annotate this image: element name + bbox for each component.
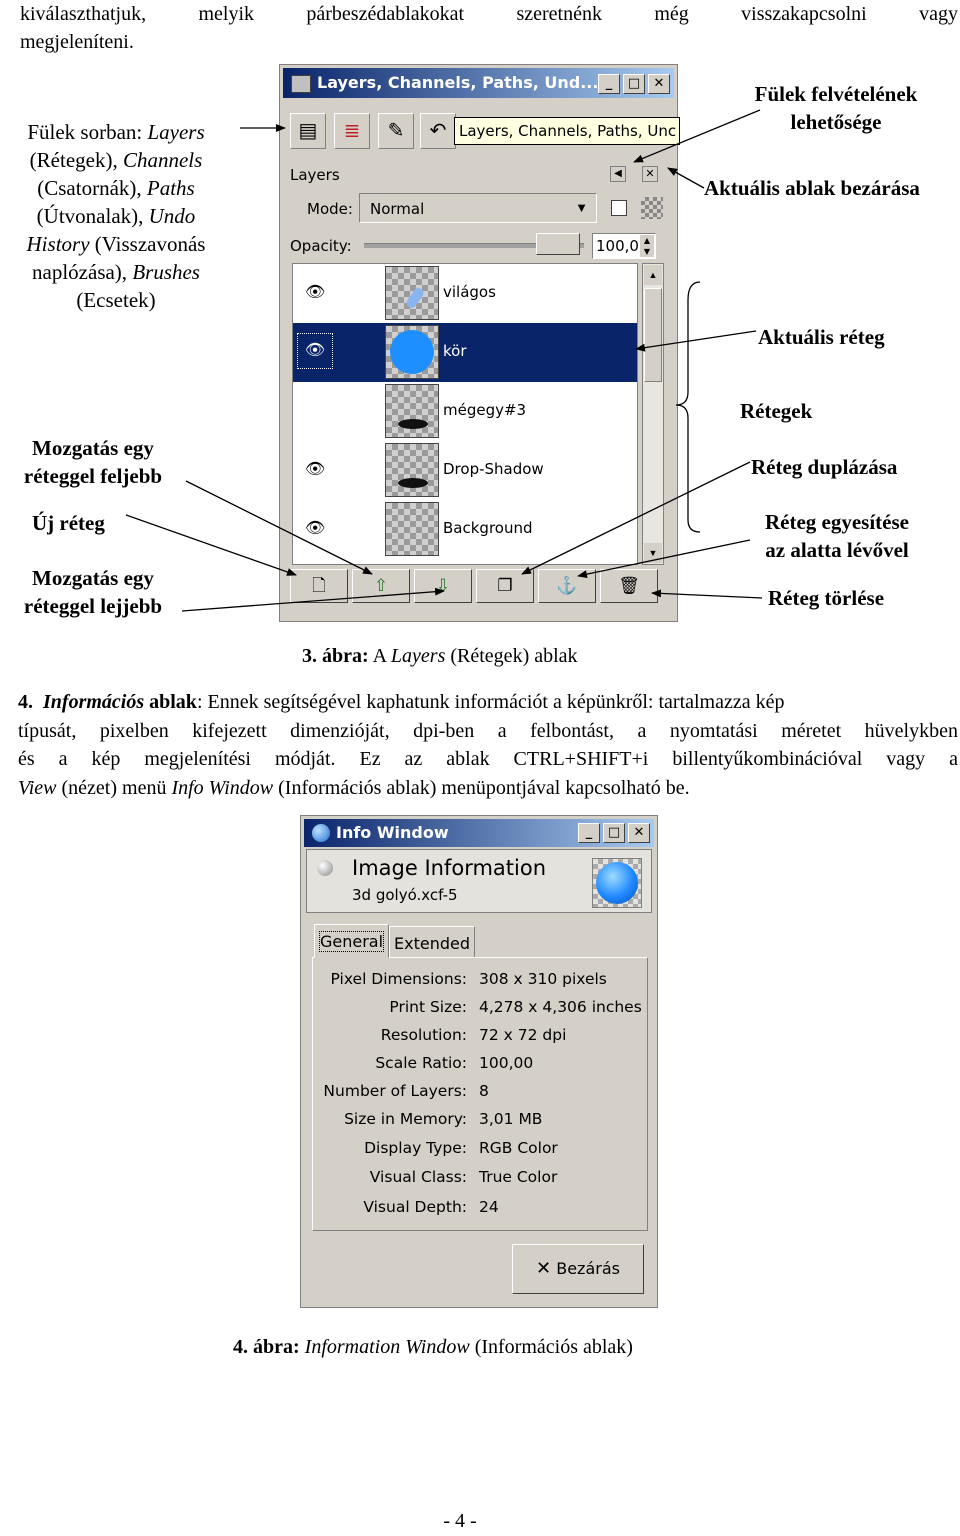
layer-row[interactable]: [293, 264, 637, 323]
info-row-display-type: [313, 1139, 649, 1167]
layer-row-selected[interactable]: [293, 323, 637, 382]
layers-window-title: Layers, Channels, Paths, Und...: [317, 73, 599, 92]
layer-row[interactable]: [293, 441, 637, 500]
tabs-intro: Fülek sorban:: [27, 120, 143, 144]
info-row-visual-depth: [313, 1198, 649, 1226]
shadow-shape-icon: [398, 478, 428, 488]
info-row-scale-ratio: [313, 1054, 649, 1082]
section-number: 4.: [18, 691, 33, 713]
caption-italic: Layers: [390, 645, 446, 667]
layer-name: Background: [443, 519, 533, 537]
close-button[interactable]: ✕: [628, 823, 650, 843]
tab-translation: (Ecsetek): [76, 288, 156, 312]
opacity-value: 100,0: [596, 237, 639, 255]
section-4-line-4: [18, 774, 958, 803]
section-term: Információs: [43, 691, 145, 713]
info-row-print-size: [313, 998, 649, 1026]
panel-title: Layers: [290, 166, 340, 184]
add-tabs-line-2: lehetősége: [790, 110, 882, 134]
info-row-visual-class: [313, 1168, 649, 1196]
info-value: 24: [479, 1198, 499, 1216]
layer-row[interactable]: [293, 382, 637, 441]
tab-channels-icon[interactable]: ≣: [334, 113, 370, 149]
eye-icon[interactable]: 👁: [305, 461, 326, 478]
section-term-2: ablak: [144, 691, 197, 713]
info-value: 8: [479, 1082, 489, 1100]
duplicate-layer-button[interactable]: ❐: [476, 569, 534, 603]
move-up-line-2: réteggel feljebb: [23, 464, 163, 488]
scroll-thumb[interactable]: [644, 288, 662, 382]
raise-layer-button[interactable]: ⇧: [352, 569, 410, 603]
figure-3-caption: [302, 642, 578, 671]
caption-text: (Információs ablak): [469, 1336, 633, 1358]
duplicate-annotation: Réteg duplázása: [751, 455, 898, 479]
maximize-button[interactable]: □: [623, 74, 645, 94]
opacity-slider-handle[interactable]: [536, 233, 580, 255]
tab-general-label: General: [320, 932, 384, 951]
image-preview-icon: [592, 858, 642, 908]
info-label: Scale Ratio:: [375, 1054, 467, 1072]
add-tabs-line-1: Fülek felvételének: [754, 82, 918, 106]
section-4-line-3: és a kép megjelenítési módját. Ez az ablak CTRL+SHIFT+i billentyűkombinációval vagy a: [18, 748, 958, 770]
info-value: 3,01 MB: [479, 1110, 543, 1128]
close-window-annotation: Aktuális ablak bezárása: [704, 176, 920, 200]
tab-menu-icon[interactable]: ◀: [610, 166, 626, 182]
merge-annotation: [740, 508, 934, 564]
tab-translation: naplózása),: [32, 260, 133, 284]
info-row-number-of-layers: [313, 1082, 649, 1110]
section-text: : Ennek segítségével kaphatunk információt a képünkről: tartalmazza kép: [196, 691, 785, 713]
tab-translation: (Rétegek),: [29, 148, 123, 172]
layer-thumbnail: [385, 266, 439, 320]
move-down-line-1: Mozgatás egy: [32, 566, 154, 590]
layer-name: mégegy#3: [443, 401, 527, 419]
info-window-title: Info Window: [336, 823, 449, 842]
close-button[interactable]: ✕: [648, 74, 670, 94]
move-down-annotation: [0, 564, 186, 620]
layer-thumbnail: [385, 384, 439, 438]
blue-sphere-icon: [596, 862, 638, 904]
figure-number: 4. ábra:: [233, 1336, 300, 1358]
info-value: RGB Color: [479, 1139, 558, 1157]
info-bulb-icon: [317, 860, 333, 876]
info-row-resolution: [313, 1026, 649, 1054]
section-4-line-1: [18, 688, 958, 717]
menu-item-name: Info Window: [171, 776, 274, 799]
info-label: Resolution:: [380, 1026, 467, 1044]
info-header-subtitle: 3d golyó.xcf-5: [352, 886, 458, 904]
layer-name: kör: [443, 342, 467, 360]
shadow-shape-icon: [398, 419, 428, 429]
tab-layers-icon[interactable]: ▤: [290, 113, 326, 149]
info-header: [306, 849, 652, 913]
minimize-button[interactable]: _: [598, 74, 620, 94]
delete-annotation: Réteg törlése: [768, 586, 885, 610]
info-row-pixel-dimensions: [313, 970, 649, 998]
info-label: Display Type:: [364, 1139, 467, 1157]
mode-value: Normal: [370, 200, 425, 218]
transparency-icon: [641, 197, 663, 219]
scroll-up-icon[interactable]: ▲: [644, 265, 662, 285]
tab-extended[interactable]: [389, 926, 475, 958]
opacity-spinner[interactable]: [592, 233, 656, 259]
opacity-label: Opacity:: [290, 237, 352, 255]
lower-layer-button[interactable]: ⇩: [414, 569, 472, 603]
tab-translation: (Útvonalak),: [36, 204, 149, 228]
tab-name: Channels: [122, 148, 203, 172]
tab-name: Layers: [147, 120, 205, 144]
layer-thumbnail: [385, 443, 439, 497]
tab-tooltip: Layers, Channels, Paths, Unc: [454, 117, 680, 145]
layer-row[interactable]: [293, 500, 637, 559]
add-tabs-annotation: [716, 80, 956, 136]
section-4-line-2: típusát, pixelben kifejezett dimenzióját, dpi-ben a felbontást, a nyomtatási méretet hüvelykben: [18, 719, 958, 742]
move-up-annotation: [0, 434, 186, 490]
caption-italic: Information Window: [304, 1336, 470, 1358]
caption-text: A: [368, 645, 391, 667]
app-icon: [291, 75, 311, 93]
intro-word: kiválaszthatjuk,: [20, 3, 147, 25]
layer-thumbnail: [385, 325, 439, 379]
tab-paths-icon[interactable]: ✎: [378, 113, 414, 149]
tabs-annotation: [0, 118, 232, 314]
intro-word: visszakapcsolni: [741, 3, 867, 25]
info-value: 72 x 72 dpi: [479, 1026, 567, 1044]
page-number: - 4 -: [443, 1510, 477, 1532]
info-label: Print Size:: [389, 998, 467, 1016]
figure-4-caption: [233, 1333, 633, 1362]
close-info-label: Bezárás: [556, 1259, 620, 1278]
layer-thumbnail: [385, 502, 439, 556]
info-label: Number of Layers:: [323, 1082, 467, 1100]
close-x-icon: ✕: [536, 1258, 552, 1279]
info-value: True Color: [479, 1168, 558, 1186]
caption-text: (Rétegek) ablak: [445, 645, 578, 667]
info-value: 100,00: [479, 1054, 534, 1072]
eye-icon[interactable]: 👁: [305, 520, 326, 537]
layers-titlebar: [283, 68, 674, 98]
info-row-size-in-memory: [313, 1110, 649, 1138]
layer-name: világos: [443, 283, 496, 301]
info-label: Visual Depth:: [363, 1198, 467, 1216]
info-titlebar: [304, 819, 654, 847]
keep-transparency-checkbox[interactable]: [611, 200, 627, 216]
eye-icon[interactable]: 👁: [297, 333, 333, 369]
intro-word: szeretnénk: [516, 3, 602, 25]
scroll-down-icon[interactable]: ▼: [644, 543, 662, 563]
new-layer-annotation: Új réteg: [32, 511, 105, 535]
mode-select[interactable]: [359, 193, 597, 223]
globe-icon: [312, 824, 330, 842]
layers-window: [279, 64, 678, 622]
layer-list-scrollbar[interactable]: [642, 263, 664, 565]
merge-line-2: az alatta lévővel: [765, 538, 909, 562]
new-layer-button[interactable]: 🗋: [290, 569, 348, 603]
menu-name: View: [18, 776, 57, 799]
layers-brace: [676, 282, 700, 532]
delete-layer-button[interactable]: 🗑: [600, 569, 658, 603]
intro-line-2: megjeleníteni.: [20, 31, 134, 53]
tab-extended-label: Extended: [394, 934, 470, 953]
current-layer-annotation: Aktuális réteg: [758, 325, 885, 349]
chevron-down-icon: ▼: [575, 200, 588, 215]
tab-name: Paths: [146, 176, 195, 200]
info-window: [300, 815, 658, 1308]
tab-name: Undo: [148, 204, 196, 228]
tab-general[interactable]: [314, 924, 389, 958]
anchor-layer-button[interactable]: ⚓: [538, 569, 596, 603]
intro-word: vagy: [919, 3, 958, 25]
layers-annotation: Rétegek: [740, 399, 813, 423]
light-streak-icon: [405, 286, 426, 310]
eye-icon[interactable]: 👁: [305, 284, 326, 301]
blue-circle-icon: [390, 330, 434, 374]
info-value: 4,278 x 4,306 inches: [479, 998, 642, 1016]
intro-word: melyik: [198, 3, 254, 25]
figure-number: 3. ábra:: [302, 645, 369, 667]
section-text: (Információs ablak) menüpontjával kapcsolható be.: [273, 776, 690, 799]
intro-word: még: [654, 3, 689, 25]
tab-name: History: [26, 232, 90, 256]
maximize-button[interactable]: □: [603, 823, 625, 843]
section-4-paragraph: [18, 688, 958, 802]
minimize-button[interactable]: _: [578, 823, 600, 843]
tab-undo-icon[interactable]: ↶: [420, 113, 456, 149]
mode-label: Mode:: [307, 200, 353, 218]
layer-name: Drop-Shadow: [443, 460, 544, 478]
merge-line-1: Réteg egyesítése: [764, 510, 909, 534]
move-down-line-2: réteggel lejjebb: [23, 594, 163, 618]
tab-name: Brushes: [132, 260, 200, 284]
tab-translation: (Visszavonás: [89, 232, 206, 256]
info-header-title: Image Information: [352, 856, 547, 880]
info-value: 308 x 310 pixels: [479, 970, 607, 988]
section-text: (nézet) menü: [56, 776, 172, 799]
info-label: Visual Class:: [369, 1168, 467, 1186]
tab-translation: (Csatornák),: [37, 176, 147, 200]
spinner-arrows-icon[interactable]: ▲ ▼: [640, 235, 654, 257]
panel-close-icon[interactable]: ✕: [642, 166, 658, 182]
intro-line-1: [20, 0, 958, 29]
layer-list: [292, 263, 638, 565]
close-info-button[interactable]: [512, 1244, 644, 1294]
move-up-line-1: Mozgatás egy: [32, 436, 154, 460]
general-panel: [312, 957, 648, 1231]
info-label: Pixel Dimensions:: [330, 970, 467, 988]
intro-word: párbeszédablakokat: [306, 3, 465, 25]
info-label: Size in Memory:: [344, 1110, 467, 1128]
